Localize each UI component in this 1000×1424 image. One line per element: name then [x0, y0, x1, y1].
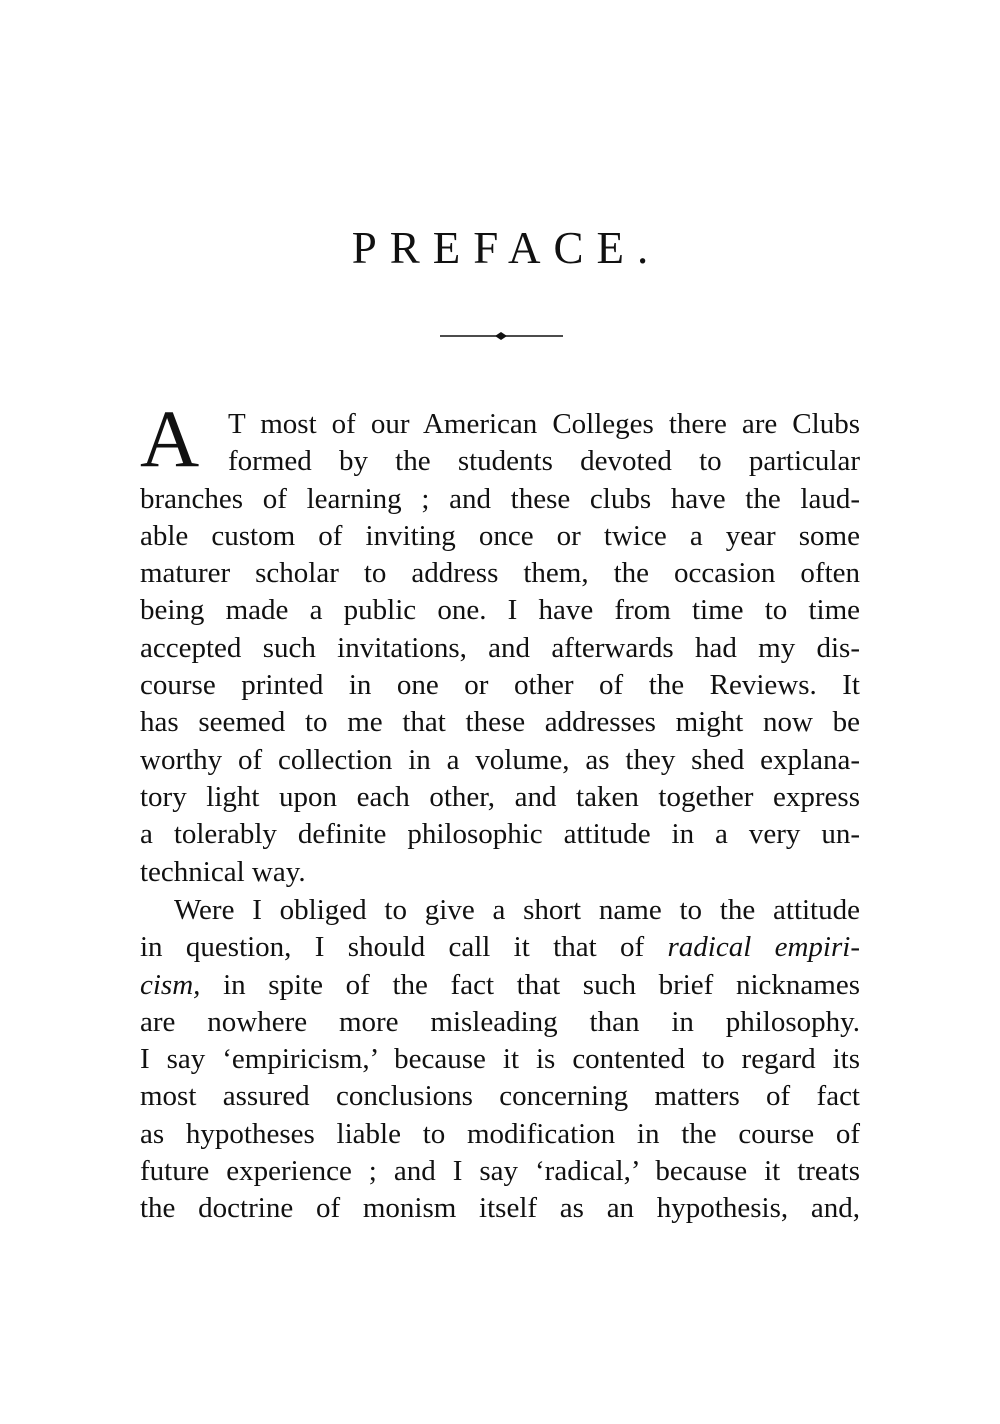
ornament-divider-icon	[440, 330, 563, 342]
text-line: maturer scholar to address them, the occasion often	[140, 557, 860, 590]
text-line	[140, 929, 860, 966]
text-segment: in question, I should call it that of	[140, 931, 668, 964]
text-line: has seemed to me that these addresses might now be	[140, 706, 860, 739]
text-segment: in spite of the fact that such brief nicknames	[200, 968, 860, 1001]
italic-text: cism,	[140, 968, 201, 1001]
text-line: most assured conclusions concerning matters of fact	[140, 1080, 860, 1113]
text-line: worthy of collection in a volume, as they shed explana-	[140, 743, 860, 776]
text-line: technical way.	[140, 855, 306, 888]
text-line: branches of learning ; and these clubs have the laud-	[140, 482, 860, 515]
text-line: are nowhere more misleading than in philosophy.	[140, 1005, 860, 1038]
text-line: future experience ; and I say ‘radical,’ because it treats	[140, 1155, 860, 1188]
text-line: T most of our American Colleges there are Clubs	[228, 408, 860, 440]
text-line: formed by the students devoted to particular	[228, 445, 860, 478]
paragraph-2	[140, 892, 860, 1228]
paragraph-1	[140, 406, 860, 891]
text-line: able custom of inviting once or twice a year some	[140, 519, 860, 552]
text-line: Were I obliged to give a short name to the attitude	[174, 894, 860, 926]
text-line: being made a public one. I have from time to time	[140, 594, 860, 627]
text-line: I say ‘empiricism,’ because it is contented to regard its	[140, 1043, 860, 1076]
italic-text: radical empiri-	[667, 931, 860, 964]
text-line: as hypotheses liable to modification in the course of	[140, 1117, 860, 1150]
page-title: PREFACE.	[351, 223, 662, 273]
text-line	[140, 967, 860, 1004]
text-line: tory light upon each other, and taken together express	[140, 780, 860, 813]
drop-cap: A	[140, 393, 200, 484]
text-line: course printed in one or other of the Reviews. It	[140, 669, 860, 702]
text-line: the doctrine of monism itself as an hypothesis, and,	[140, 1192, 860, 1225]
text-line: accepted such invitations, and afterwards had my dis-	[140, 631, 860, 664]
text-line: a tolerably definite philosophic attitude in a very un-	[140, 818, 860, 851]
